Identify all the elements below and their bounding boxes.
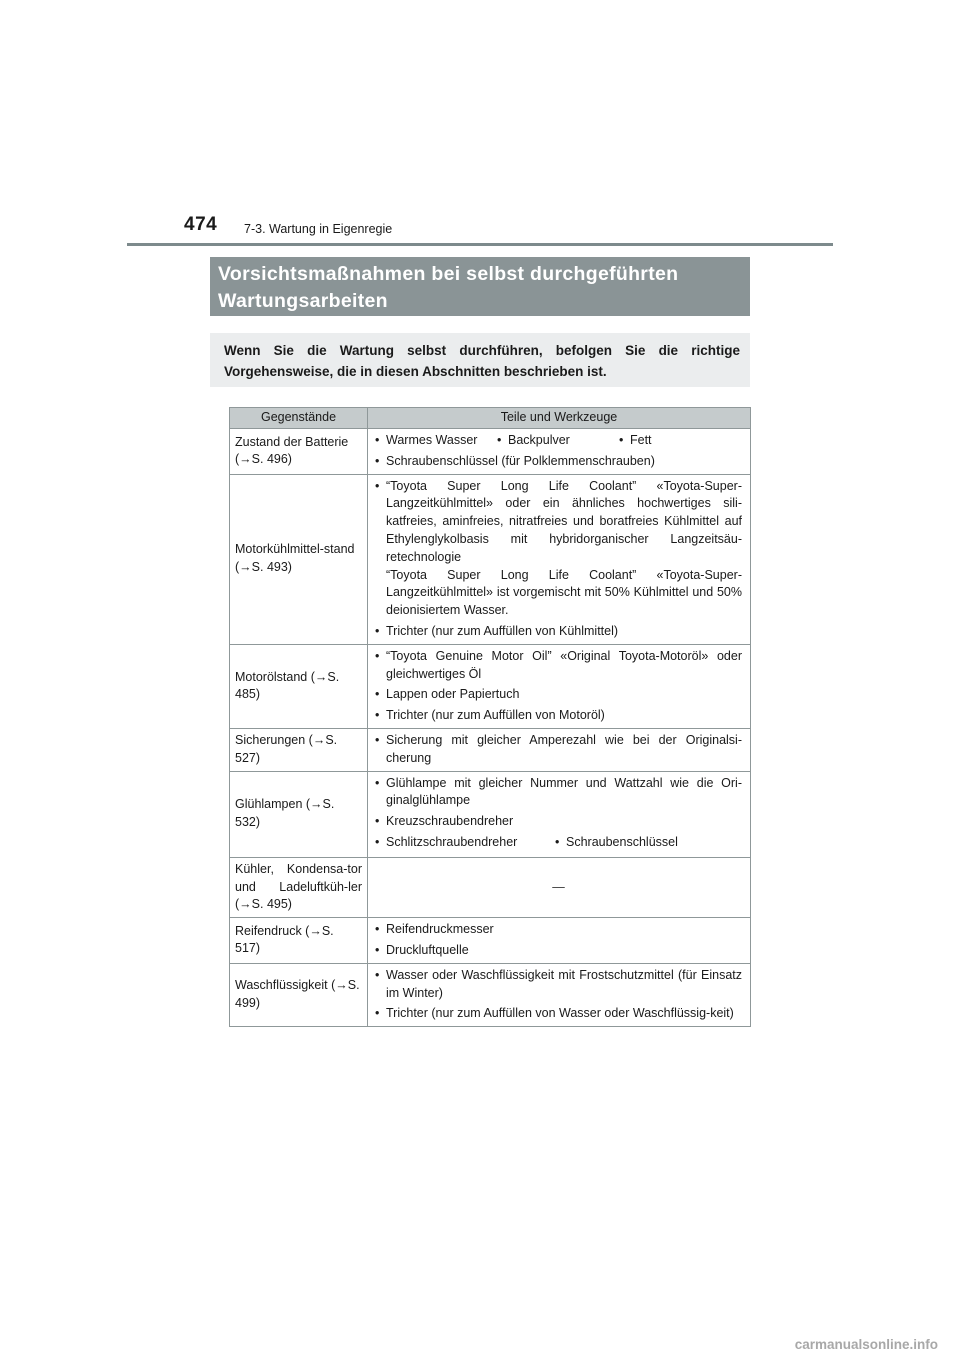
bullet-icon: • [375, 687, 380, 702]
item-cell: Motorölstand (→S. 485) [230, 644, 368, 728]
list-item-text: “Toyota Super Long Life Coolant” «Toyota-Super-Langzeitkühlmittel» oder ein ähnliches hochwertiges sili-katfreies, aminfreies, nitratfreies und boratfreies Kühlmittel auf Ethylenglykolbasis mit hybridorganischer Langzeitsäu-retechnologie [386, 478, 742, 564]
list-item-text: Backpulver [508, 433, 570, 447]
list-item-text: Glühlampe mit gleicher Nummer und Wattzahl wie die Ori-ginalglühlampe [386, 775, 742, 808]
list-item [375, 707, 742, 725]
item-cell: Kühler, Kondensa-tor und Ladeluftküh-ler (→S. 495) [230, 857, 368, 917]
watermark: carmanualsonline.info [794, 1337, 938, 1352]
list-item [375, 648, 742, 684]
bullet-icon: • [375, 708, 380, 723]
table-header-row [230, 408, 751, 429]
list-item [375, 834, 555, 852]
intro-text: Wenn Sie die Wartung selbst durchführen, befolgen Sie die richtige Vorgehensweise, die in diesen Abschnitten beschrieben ist. [224, 343, 740, 379]
list-item-text: Sicherung mit gleicher Amperezahl wie bei der Originalsi-cherung [386, 732, 742, 765]
list-item-text: Trichter (nur zum Auffüllen von Kühlmittel) [386, 623, 619, 638]
table-row [230, 857, 751, 917]
list-item [375, 686, 742, 704]
list-item-text: Druckluftquelle [386, 942, 469, 957]
section-reference: 7-3. Wartung in Eigenregie [244, 222, 393, 236]
bullet-icon: • [375, 834, 380, 849]
bullet-icon: • [375, 775, 380, 790]
list-item-text: Schlitzschraubendreher [386, 834, 518, 849]
item-cell: Motorkühlmittel-stand (→S. 493) [230, 474, 368, 644]
table-row [230, 963, 751, 1026]
item-cell: Zustand der Batterie (→S. 496) [230, 429, 368, 475]
list-item [375, 623, 742, 641]
bullet-icon: • [375, 478, 380, 493]
table-row [230, 429, 751, 475]
bullet-icon: • [555, 834, 560, 849]
list-item [375, 478, 742, 620]
tools-cell [368, 474, 751, 644]
section-title-line1: Vorsichtsmaßnahmen bei selbst durchgeführten [218, 263, 679, 285]
column-header-tools: Teile und Werkzeuge [368, 408, 751, 429]
list-item-text: “Toyota Genuine Motor Oil” «Original Toyota-Motoröl» oder gleichwertiges Öl [386, 648, 742, 681]
header-divider [127, 243, 833, 246]
tools-cell: — [368, 857, 751, 917]
tools-cell [368, 771, 751, 857]
table-row [230, 474, 751, 644]
tools-cell [368, 429, 751, 475]
column-header-items: Gegenstände [230, 408, 368, 429]
item-cell: Reifendruck (→S. 517) [230, 918, 368, 964]
inline-bullet-row [375, 834, 742, 852]
bullet-icon: • [375, 648, 380, 663]
list-item-text: Schraubenschlüssel [566, 834, 678, 849]
intro-note [210, 333, 750, 387]
list-item-text: Lappen oder Papiertuch [386, 687, 520, 702]
item-cell: Sicherungen (→S. 527) [230, 728, 368, 771]
list-item [375, 1005, 742, 1023]
bullet-icon: • [375, 942, 380, 957]
tools-cell [368, 918, 751, 964]
item-cell: Waschflüssigkeit (→S. 499) [230, 963, 368, 1026]
table-row [230, 918, 751, 964]
list-item-text: Reifendruckmesser [386, 922, 494, 937]
tools-cell [368, 644, 751, 728]
coolant-note: “Toyota Super Long Life Coolant” «Toyota-Super-Langzeitkühlmittel» ist vorgemischt mit 50% Kühlmittel und 50% deionisiertem Wasser. [386, 567, 742, 618]
bullet-icon: • [375, 922, 380, 937]
bullet-icon: • [375, 967, 380, 982]
parts-tools-table [229, 407, 751, 1027]
bullet-icon: • [375, 732, 380, 747]
list-item-text: Kreuzschraubendreher [386, 814, 514, 829]
table-row [230, 771, 751, 857]
section-title-box [210, 257, 750, 316]
list-item [619, 432, 652, 450]
inline-bullet-row [375, 432, 742, 450]
bullet-icon: • [375, 814, 380, 829]
list-item [497, 432, 619, 450]
list-item [375, 453, 742, 471]
page-number: 474 [184, 214, 218, 235]
bullet-icon: • [619, 433, 624, 447]
section-title-line2: Wartungsarbeiten [218, 290, 388, 312]
list-item [375, 813, 742, 831]
bullet-icon: • [375, 433, 380, 447]
list-item [375, 967, 742, 1003]
list-item-text: Wasser oder Waschflüssigkeit mit Frostschutzmittel (für Einsatz im Winter) [386, 967, 742, 1000]
list-item [375, 775, 742, 811]
table-row [230, 728, 751, 771]
list-item [555, 834, 678, 852]
list-item-text: Trichter (nur zum Auffüllen von Motoröl) [386, 708, 605, 723]
list-item [375, 921, 742, 939]
list-item-text: Warmes Wasser [386, 433, 478, 447]
tools-cell [368, 728, 751, 771]
table-row [230, 644, 751, 728]
list-item-text: Trichter (nur zum Auffüllen von Wasser oder Waschflüssig-keit) [386, 1006, 734, 1021]
bullet-icon: • [497, 433, 502, 447]
list-item [375, 732, 742, 768]
tools-cell [368, 963, 751, 1026]
list-item [375, 432, 497, 450]
item-cell: Glühlampen (→S. 532) [230, 771, 368, 857]
bullet-icon: • [375, 1006, 380, 1021]
list-item [375, 942, 742, 960]
bullet-icon: • [375, 623, 380, 638]
list-item-text: Fett [630, 433, 652, 447]
list-item-text: Schraubenschlüssel (für Polklemmenschrauben) [386, 453, 655, 468]
bullet-icon: • [375, 453, 380, 468]
